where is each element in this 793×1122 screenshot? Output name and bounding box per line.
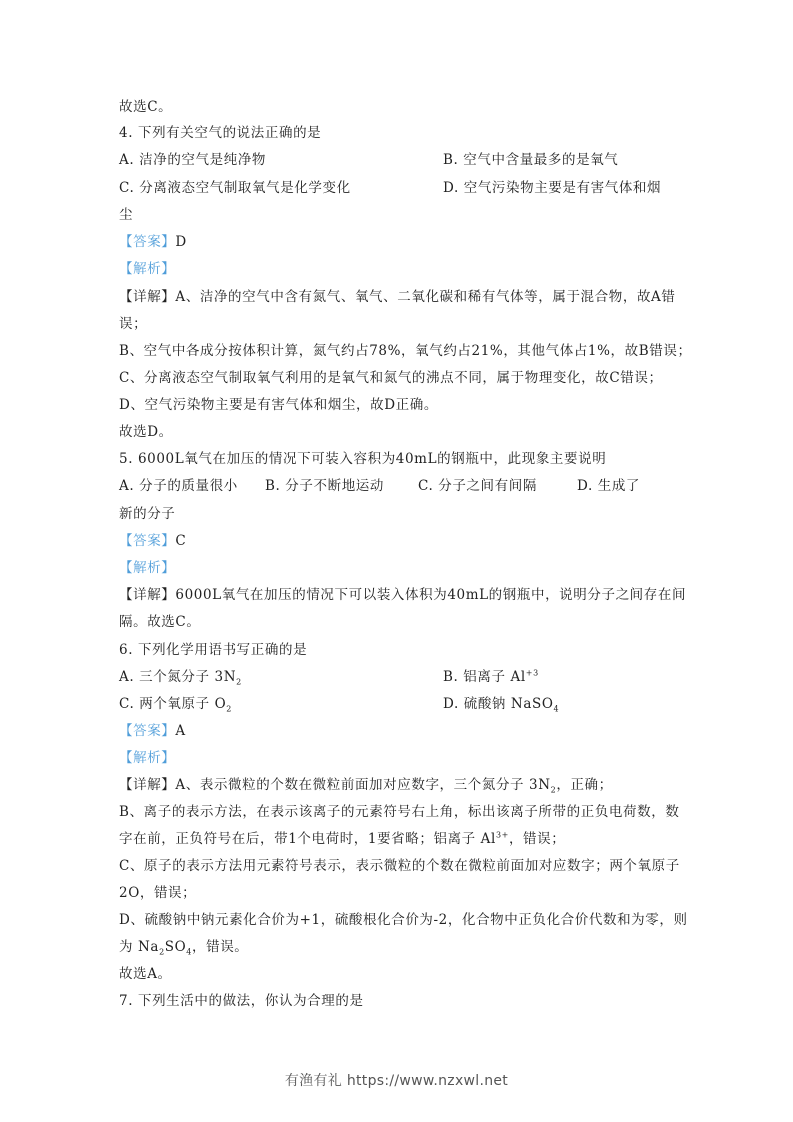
q5-option-b: B. 分子不断地运动 xyxy=(265,478,385,494)
q6-answer-value: A xyxy=(175,723,186,739)
q4-detail-line-1 xyxy=(119,287,676,307)
q3-conclusion: 故选C。 xyxy=(119,99,173,115)
q4-detail-line-2: 误； xyxy=(119,316,148,332)
q5-answer-row xyxy=(119,531,186,551)
analysis-label: 【解析】 xyxy=(119,750,176,766)
detail-text: A、表示微粒的个数在微粒前面加对应数字，三个氮分子 3N xyxy=(175,777,551,793)
subscript: 2 xyxy=(236,677,242,687)
subscript: 2 xyxy=(159,947,165,957)
q5-option-d: D. 生成了 xyxy=(577,478,641,494)
q6-conclusion: 故选A。 xyxy=(119,966,172,982)
q4-detail-line-4: C、分离液态空气制取氧气利用的是氧气和氮气的沸点不同，属于物理变化，故C错误； xyxy=(119,370,663,386)
q6-detail-line-4: C、原子的表示方法用元素符号表示，表示微粒的个数在微粒前面加对应数字；两个氧原子 xyxy=(119,858,680,874)
option-text: A. 三个氮分子 3N xyxy=(119,669,237,685)
superscript: 3+ xyxy=(495,830,509,840)
q5-option-d-wrap: 新的分子 xyxy=(119,506,176,522)
answer-label: 【答案】 xyxy=(119,234,176,250)
detail-label: 【详解】 xyxy=(119,587,176,603)
answer-label: 【答案】 xyxy=(119,533,176,549)
q6-detail-line-5: 2O，错误； xyxy=(119,885,197,901)
subscript: 2 xyxy=(226,704,232,714)
detail-text: ，错误； xyxy=(508,831,566,847)
q4-option-d: D. 空气污染物主要是有害气体和烟 xyxy=(443,180,662,196)
q5-option-c: C. 分子之间有间隔 xyxy=(418,478,537,494)
superscript: +3 xyxy=(525,668,539,678)
subscript: 2 xyxy=(550,785,557,795)
q4-conclusion: 故选D。 xyxy=(119,424,173,440)
q4-stem: 4. 下列有关空气的说法正确的是 xyxy=(119,125,322,141)
q5-analysis-label xyxy=(119,558,175,578)
q6-option-b xyxy=(443,667,539,687)
q5-option-a: A. 分子的质量很小 xyxy=(119,478,238,494)
answer-label: 【答案】 xyxy=(119,723,176,739)
q6-analysis-label xyxy=(119,748,175,768)
q5-answer-value: C xyxy=(175,533,187,549)
detail-text: A、洁净的空气中含有氮气、氧气、二氧化碳和稀有气体等，属于混合物，故A错 xyxy=(175,289,676,305)
q4-option-d-wrap: 尘 xyxy=(119,207,134,223)
q4-answer-row xyxy=(119,232,187,252)
q7-stem: 7. 下列生活中的做法，你认为合理的是 xyxy=(119,993,364,1009)
q5-detail-line-2: 隔。故选C。 xyxy=(119,614,201,630)
q4-detail-line-5: D、空气污染物主要是有害气体和烟尘，故D正确。 xyxy=(119,397,438,413)
subscript: 4 xyxy=(186,947,192,957)
q6-detail-line-2: B、离子的表示方法，在表示该离子的元素符号右上角，标出该离子所带的正负电荷数，数 xyxy=(119,804,680,820)
q4-analysis-label xyxy=(119,259,175,279)
q4-detail-line-3: B、空气中各成分按体积计算，氮气约占78%，氧气约占21%，其他气体占1%，故B错误； xyxy=(119,343,692,359)
detail-text: ，错误。 xyxy=(192,939,249,955)
q6-answer-row xyxy=(119,721,186,741)
q6-option-a xyxy=(119,667,242,687)
q6-detail-line-7 xyxy=(119,937,248,957)
detail-text: 6000L氧气在加压的情况下可以装入体积为40mL的钢瓶中，说明分子之间存在间 xyxy=(175,587,687,603)
detail-label: 【详解】 xyxy=(119,777,176,793)
detail-text: 为 Na xyxy=(119,939,160,955)
analysis-label: 【解析】 xyxy=(119,560,176,576)
option-text: D. 硫酸钠 NaSO xyxy=(443,696,554,712)
detail-text: ，正确； xyxy=(556,777,613,793)
q4-option-a: A. 洁净的空气是纯净物 xyxy=(119,152,267,168)
q6-stem: 6. 下列化学用语书写正确的是 xyxy=(119,642,308,658)
footer-watermark: 有渔有礼 https://www.nzxwl.net xyxy=(284,1073,509,1089)
detail-text: SO xyxy=(164,939,187,955)
detail-text: 字在前，正负符号在后，带1个电荷时，1要省略；铝离子 Al xyxy=(119,831,496,847)
q4-option-c: C. 分离液态空气制取氧气是化学变化 xyxy=(119,180,351,196)
q5-detail-line-1 xyxy=(119,585,686,605)
q5-stem: 5. 6000L氧气在加压的情况下可装入容积为40mL的钢瓶中，此现象主要说明 xyxy=(119,451,607,467)
q6-option-d xyxy=(443,694,559,714)
q4-answer-value: D xyxy=(175,234,187,250)
q6-detail-line-6: D、硫酸钠中钠元素化合价为+1，硫酸根化合价为-2，化合物中正负化合价代数和为零，则 xyxy=(119,912,688,928)
q4-option-b: B. 空气中含量最多的是氧气 xyxy=(443,152,619,168)
q6-option-c xyxy=(119,694,232,714)
detail-label: 【详解】 xyxy=(119,289,176,305)
option-text: C. 两个氧原子 O xyxy=(119,696,227,712)
analysis-label: 【解析】 xyxy=(119,261,176,277)
q6-detail-line-1 xyxy=(119,775,613,795)
subscript: 4 xyxy=(553,704,560,714)
q6-detail-line-3 xyxy=(119,829,565,849)
option-text: B. 铝离子 Al xyxy=(443,669,526,685)
